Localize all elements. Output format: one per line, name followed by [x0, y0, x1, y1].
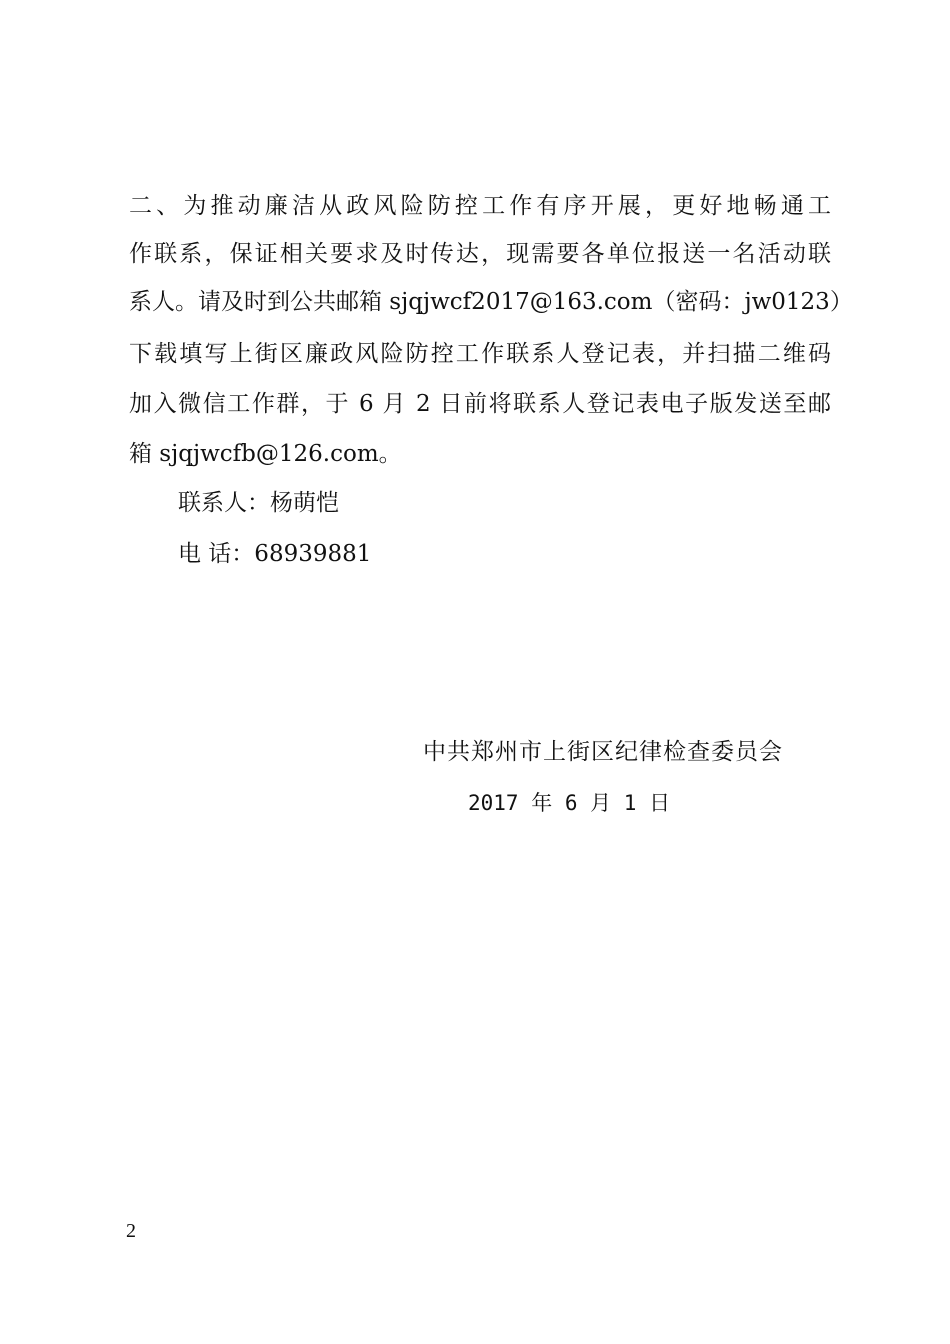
signature-date: 2017 年 6 月 1 日	[468, 791, 671, 815]
paragraph-line-4: 下载填写上街区廉政风险防控工作联系人登记表，并扫描二维码	[129, 341, 831, 367]
contact-person: 联系人：杨萌恺	[178, 490, 339, 516]
paragraph-line-1: 二、为推动廉洁从政风险防控工作有序开展，更好地畅通工	[129, 193, 831, 219]
paragraph-line-6: 箱 sjqjwcfb@126.com。	[129, 441, 402, 467]
contact-telephone: 电 话：68939881	[178, 541, 372, 567]
paragraph-line-5: 加入微信工作群，于 6 月 2 日前将联系人登记表电子版发送至邮	[129, 391, 831, 417]
signature-organization: 中共郑州市上街区纪律检查委员会	[423, 739, 783, 765]
paragraph-line-2: 作联系，保证相关要求及时传达，现需要各单位报送一名活动联	[129, 241, 831, 267]
page-number: 2	[126, 1220, 136, 1242]
paragraph-line-3: 系人。请及时到公共邮箱 sjqjwcf2017@163.com（密码：jw0123）	[129, 289, 853, 315]
